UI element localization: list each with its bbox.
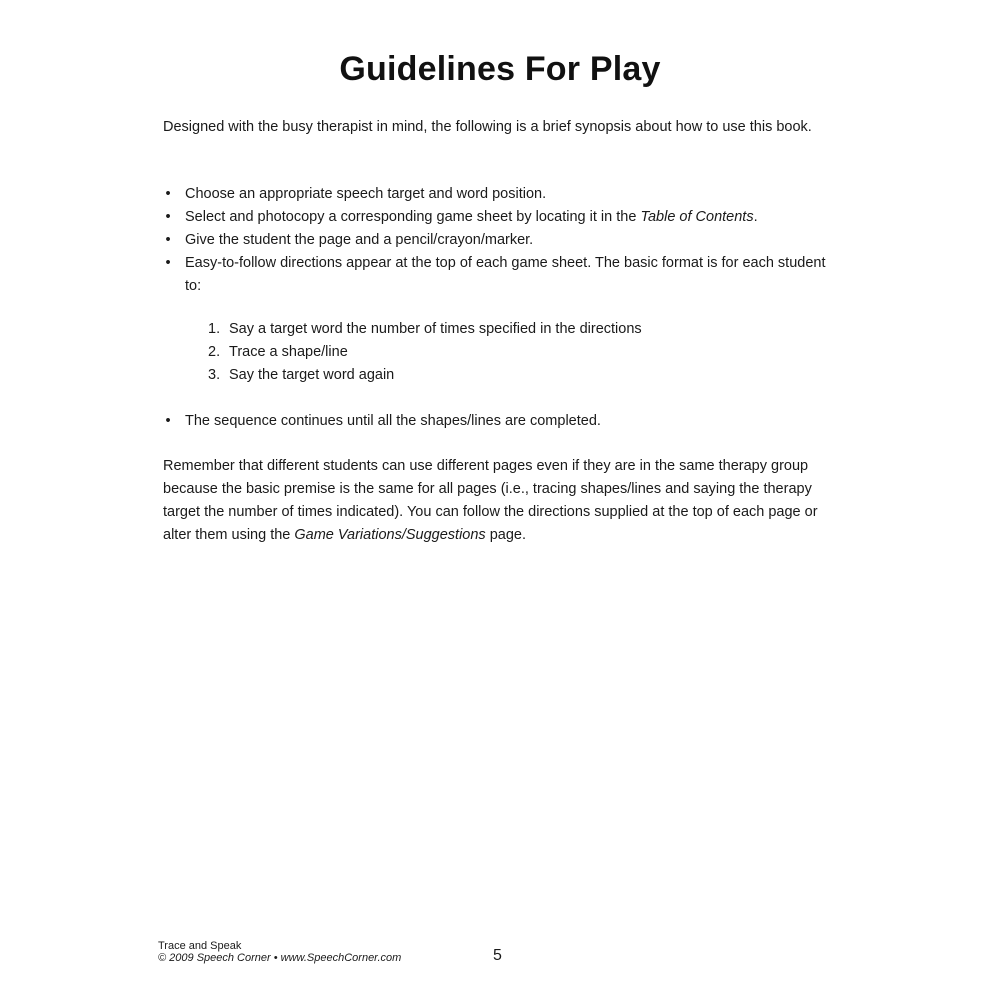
bullet-item: • Easy-to-follow directions appear at the top of each game sheet. The basic format is for each student to: (163, 252, 843, 298)
step-item: 2. Trace a shape/line (208, 344, 348, 360)
bullet-list-top (163, 183, 843, 298)
bullet-dot-icon: • (165, 255, 171, 271)
page-title: Guidelines For Play (339, 50, 661, 88)
bullet-list-bottom (163, 410, 843, 433)
numbered-steps (208, 318, 642, 387)
bullet-item: • The sequence continues until all the shapes/lines are completed. (163, 410, 843, 433)
bullet-item: • Select and photocopy a corresponding game sheet by locating it in the Table of Contents. (163, 206, 843, 229)
page-number: 5 (493, 947, 502, 964)
closing-paragraph: Remember that different students can use different pages even if they are in the same therapy group because the basic premise is the same for all pages (i.e., tracing shapes/lines and saying the therapy target the number of times indicated). You can follow the directions supplied at the top of each page or alter them using the Game Variations/Suggestions page. (163, 458, 818, 543)
bullet-dot-icon: • (165, 209, 171, 225)
footer-book-title: Trace and Speak (158, 940, 242, 952)
bullet-dot-icon: • (165, 186, 171, 202)
bullet-item: • Choose an appropriate speech target and word position. (163, 183, 843, 206)
intro-paragraph: Designed with the busy therapist in mind, the following is a brief synopsis about how to use this book. (163, 119, 812, 135)
step-item: 3. Say the target word again (208, 367, 395, 383)
step-item: 1. Say a target word the number of times specified in the directions (208, 321, 642, 337)
bullet-dot-icon: • (165, 232, 171, 248)
page-footer (158, 940, 401, 964)
footer-copyright: © 2009 Speech Corner • www.SpeechCorner.com (158, 952, 402, 964)
bullet-dot-icon: • (165, 413, 171, 429)
bullet-item: • Give the student the page and a pencil/crayon/marker. (163, 229, 843, 252)
